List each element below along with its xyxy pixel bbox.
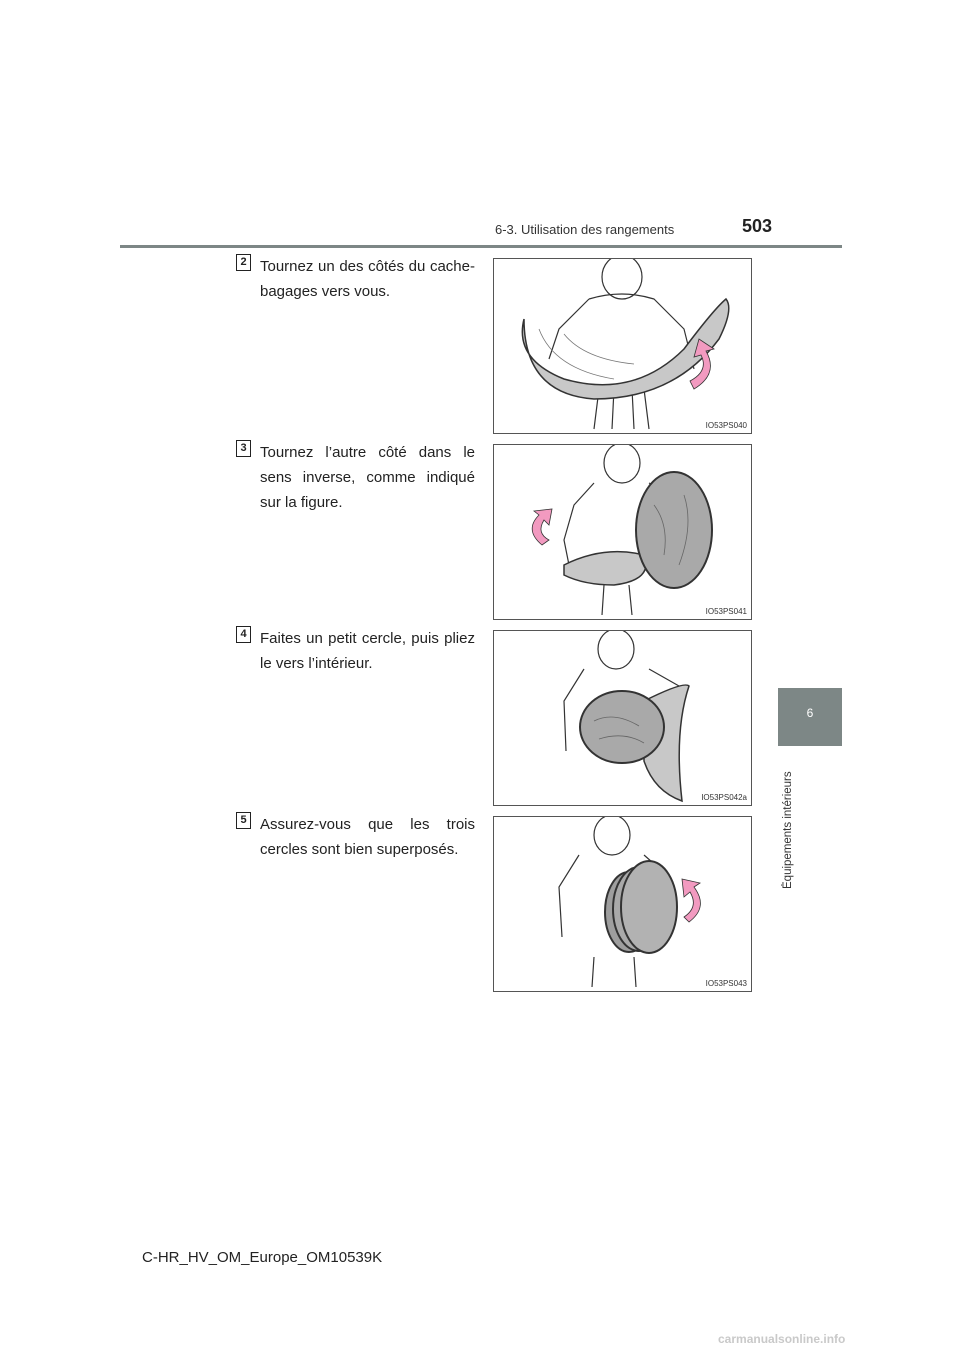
step-text: Tournez l’autre côté dans le sens inverse, comme indiqué sur la figure. [260,444,475,511]
figure-step-5 [493,816,752,992]
figure-step-4 [493,630,752,806]
figure-code: IO53PS042a [701,793,747,802]
figure-step-3 [493,444,752,620]
watermark: carmanualsonline.info [718,1332,846,1346]
person-holding-cover-illustration [494,259,751,433]
step-badge: 2 [236,254,251,271]
section-title: 6-3. Utilisation des rangements [495,222,675,237]
chapter-side-title: Équipements intérieurs [782,771,794,889]
step-text: Tournez un des côtés du cache-bagages vers vous. [260,258,475,300]
person-folding-circle-illustration [494,631,751,805]
figure-code: IO53PS043 [705,979,747,988]
step-text: Faites un petit cercle, puis pliez le vers l’intérieur. [260,630,475,672]
step-badge: 5 [236,812,251,829]
step-badge: 3 [236,440,251,457]
figure-code: IO53PS041 [705,607,747,616]
document-id: C-HR_HV_OM_Europe_OM10539K [142,1249,383,1266]
page-number: 503 [742,216,773,236]
person-stacking-circles-illustration [494,817,751,991]
step-badge: 4 [236,626,251,643]
header-rule [120,245,842,248]
step-text: Assurez-vous que les trois cercles sont bien superposés. [260,816,475,858]
figure-step-2 [493,258,752,434]
person-twisting-cover-illustration [494,445,751,619]
figure-code: IO53PS040 [705,421,747,430]
chapter-number: 6 [806,706,814,720]
